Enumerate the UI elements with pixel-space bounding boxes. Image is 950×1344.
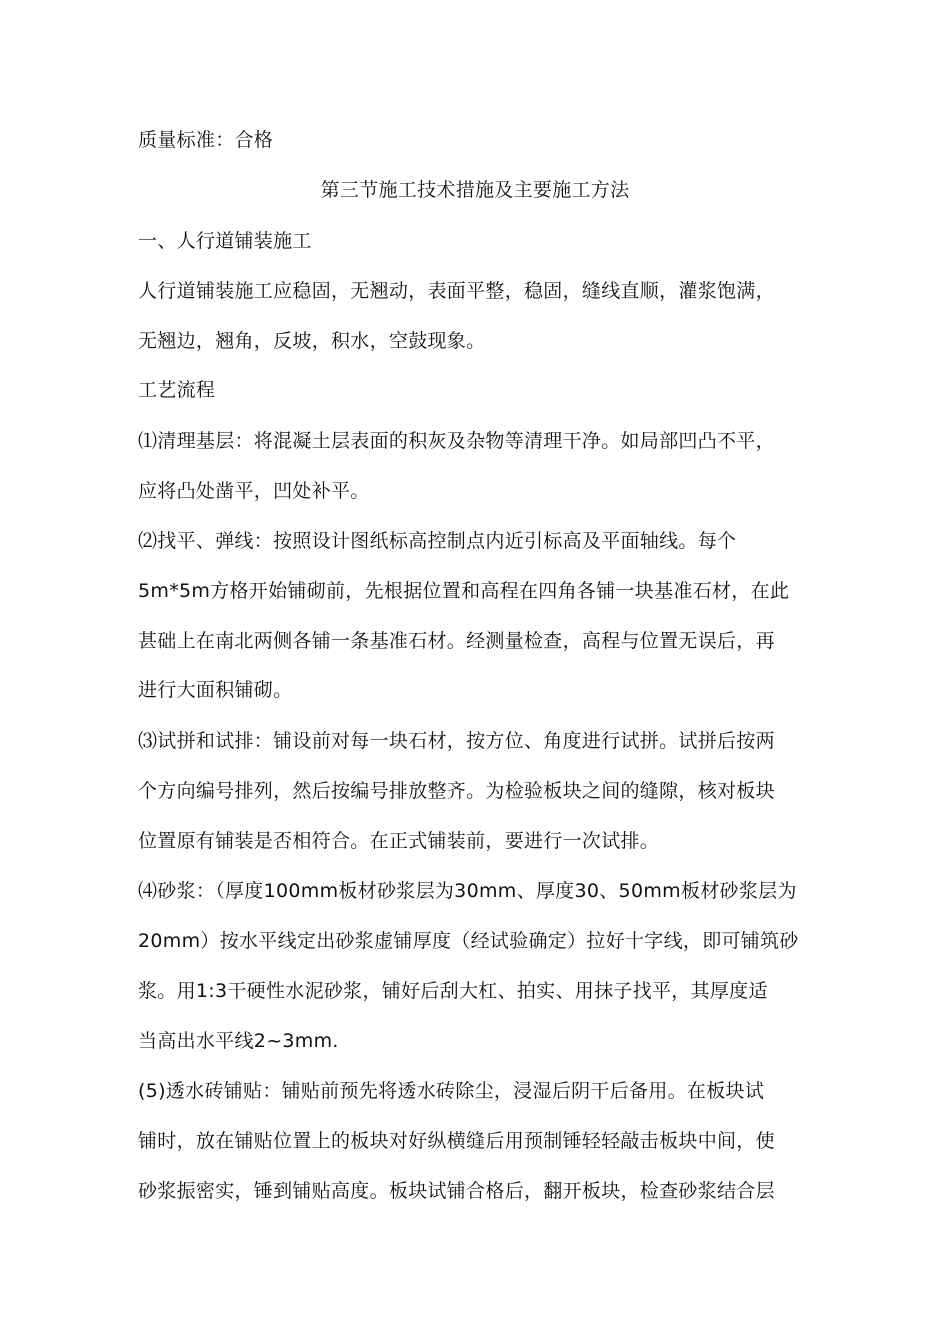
step-4-line: 浆。用1:3干硬性水泥砂浆，铺好后刮大杠、拍实、用抹子找平，其厚度适 [138,980,768,1002]
step-1-line: 应将凸处凿平，凹处补平。 [138,480,370,502]
paragraph-line: 无翘边，翘角，反坡，积水，空鼓现象。 [138,330,486,352]
step-2-line: 5m*5m方格开始铺砌前，先根据位置和高程在四角各铺一块基准石材，在此 [138,580,790,602]
step-2-line: 甚础上在南北两侧各铺一条基准石材。经测量检查，高程与位置无误后，再 [138,630,775,652]
process-heading: 工艺流程 [138,379,216,401]
heading-sidewalk-paving: 一、人行道铺装施工 [138,230,312,252]
step-5-line: 砂浆振密实，锤到铺贴高度。板块试铺合格后，翻开板块，检查砂浆结合层 [138,1180,775,1202]
step-1-line: ⑴清理基层：将混凝土层表面的积灰及杂物等清理干净。如局部凹凸不平， [138,430,775,452]
step-4-line: 当高出水平线2~3mm. [138,1030,339,1052]
step-2-line: ⑵找平、弹线：按照设计图纸标高控制点内近引标高及平面轴线。每个 [138,530,737,552]
section-title: 第三节施工技术措施及主要施工方法 [320,179,630,201]
paragraph-line: 人行道铺装施工应稳固，无翘动，表面平整，稳固，缝线直顺，灌浆饱满， [138,280,775,302]
step-4-line: ⑷砂浆：（厚度100mm板材砂浆层为30mm、厚度30、50mm板材砂浆层为 [138,880,797,902]
step-3-line: 个方向编号排列，然后按编号排放整齐。为检验板块之间的缝隙，核对板块 [138,780,775,802]
step-3-line: 位置原有铺装是否相符合。在正式铺装前，要进行一次试排。 [138,830,660,852]
step-5-line: 铺时，放在铺贴位置上的板块对好纵横缝后用预制锤轻轻敲击板块中间，使 [138,1130,775,1152]
step-3-line: ⑶试拼和试排：铺设前对每一块石材，按方位、角度进行试拼。试拼后按两 [138,730,775,752]
step-4-line: 20mm）按水平线定出砂浆虚铺厚度（经试验确定）拉好十字线，即可铺筑砂 [138,930,799,952]
step-5-line: (5)透水砖铺贴：铺贴前预先将透水砖除尘，浸湿后阴干后备用。在板块试 [138,1080,765,1102]
step-2-line: 进行大面积铺砌。 [138,679,293,701]
quality-standard: 质量标准：合格 [138,129,274,151]
